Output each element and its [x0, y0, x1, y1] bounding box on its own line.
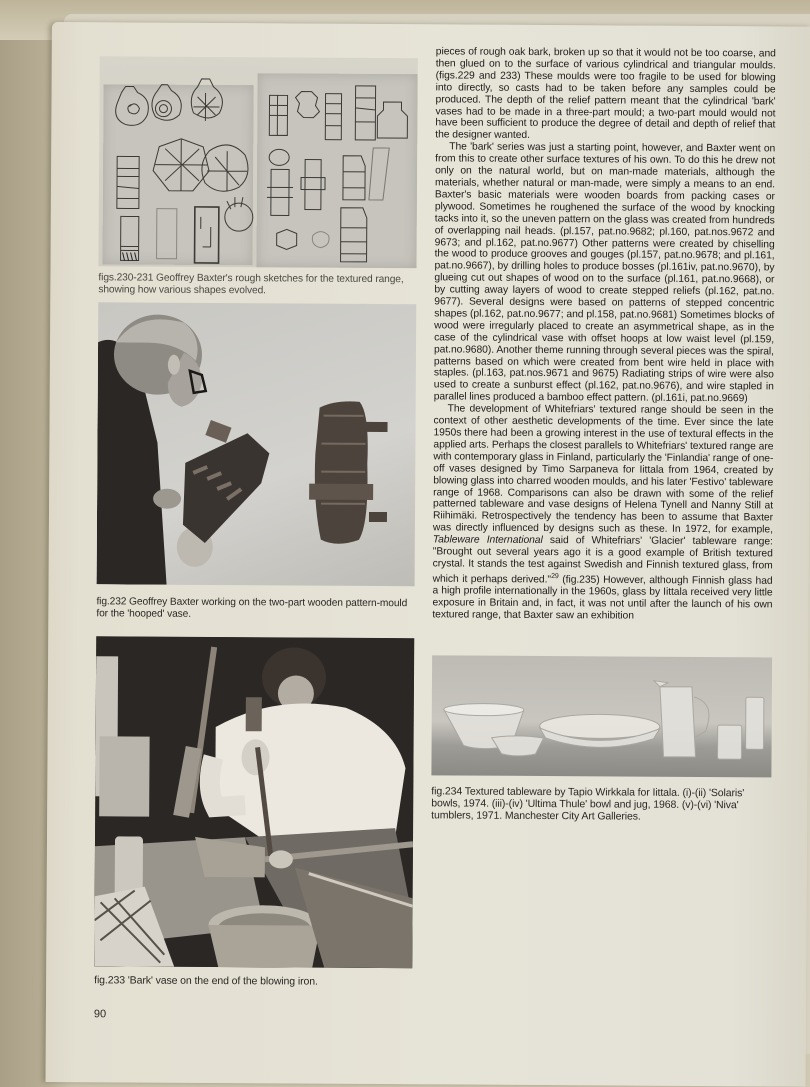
photo-baxter-with-mould	[97, 302, 417, 586]
figure-sketches	[99, 56, 418, 268]
body-text	[432, 46, 776, 623]
photo-wirkkala-tableware	[431, 655, 772, 777]
paragraph-3-text-a: The development of Whitefriars' textured range should be seen in the context of other aesthetic developments of the time. Ever since the late 1950s there had been a growing interest in the use of textural effects in the applied arts. Perhaps the closest parallels to Whitefriars' textured range are with contemporary glass in Finland, particularly the 'Finlandia' range of one-off vases designed by Timo Sarpaneva for Iittala from 1964, created by blowing glass into charred wooden moulds, and his later 'Festivo' tableware range of 1968. Comparisons can also be drawn with some of the relief patterned tableware and vase designs of Helena Tynell and Nanny Still at Riihimäki. Retrospectively the tendency has been to assume that Baxter was directly influenced by designs such as these. In 1972, for example,	[432, 403, 774, 536]
caption-fig-234: fig.234 Textured tableware by Tapio Wirkkala for Iittala. (i)-(ii) 'Solaris' bowls, 1974. (iii)-(iv) 'Ultima Thule' bowl and jug, 1968. (v)-(vi) 'Niva' tumblers, 1971. Manchester City Art Galleries.	[431, 785, 745, 823]
page-number: 90	[93, 1008, 107, 1021]
caption-fig-232: fig.232 Geoffrey Baxter working on the two-part wooden pattern-mould for the 'hooped' vase.	[96, 596, 408, 620]
paragraph-3-text-c: (fig.235) However, although Finnish glass had a high profile internationally in the 1960s, glass by Iittala received very little exposure in Britain and, in fact, it was not until after the launch of his own textured range, that Baxter saw an exhibition	[432, 574, 773, 622]
publication-title: Tableware International	[432, 534, 543, 547]
photo-glassblower	[94, 636, 414, 968]
footnote-marker: 29	[551, 572, 559, 580]
left-column	[94, 52, 418, 1022]
sketch-drawings	[99, 56, 418, 268]
figure-tableware	[431, 655, 772, 777]
caption-fig-230-231: figs.230-231 Geoffrey Baxter's rough sketches for the textured range, showing how various shapes evolved.	[98, 272, 404, 297]
paragraph-2: The 'bark' series was just a starting point, however, and Baxter went on from this to create other surface textures of his own. To do this he drew not only on the natural world, but on man-made materials, although the materials, whether natural or man-made, were simply a means to an end. Baxter's basic materials were wooden boards from packing cases or plywood. Sometimes he roughened the surface of the wood by knocking tacks into it, so the uneven pattern on the glass was created from hundreds of overlapping nail heads. (pl.157, pat.no.9682; pl.160, pat.nos.9672 and 9673; and pl.162, pat.no.9677) Other patterns were created by chiselling the wood to produce grooves and gouges (pl.157, pat.no.9678; and pl.161, pat.no.9667), by drilling holes to produce bosses (pl.161iv, pat.no.9670), by glueing cut out shapes of wood on to the surface (pl.161, pat.no.9668), or by cutting away layers of wood to create stepped reliefs (pl.162, pat.no. 9677). Several designs were based on patterns of stepped concentric shapes (pl.162, pat.no.9677; and pl.158, pat.no.9681) Sometimes blocks of wood were irregularly placed to create an asymmetrical shape, as in the case of the cylindrical vase with offset hoops at low waist level (pl.159, pat.no.9680). Another theme running through several pieces was the spiral, patterns based on which were created from bent wire held in place with staples. (pl.163, pat.nos.9671 and 9675) Radiating strips of wire were also used to create a sunburst effect (pl.162, pat.no.9676), and wire stapled in parallel lines produced a bamboo effect pattern. (pl.161i, pat.no.9669)	[433, 141, 776, 405]
paragraph-3-text-b: said of Whitefriars' 'Glacier' tableware range: "Brought out several years ago it is a good example of British textured crystal. It stands the test against Swedish and Finnish textured glass, from which it perhaps derived."	[432, 535, 773, 586]
book-page	[46, 22, 810, 1087]
figure-baxter-mould	[97, 302, 417, 586]
right-column	[431, 46, 776, 823]
paragraph-3	[432, 404, 773, 624]
paragraph-1: pieces of rough oak bark, broken up so that it would not be too coarse, and then glued on to the surface of various cylindrical and triangular moulds. (figs.229 and 233) These moulds were too fragile to be used for blowing into directly, so casts had to be taken before any samples could be produced. The depth of the relief pattern meant that the cylindrical 'bark' vases had to be made in a three-part mould; a two-part mould would not have been sufficient to produce the degree of detail and depth of relief that the designer wanted.	[435, 46, 776, 142]
caption-fig-233: fig.233 'Bark' vase on the end of the blowing iron.	[94, 974, 318, 988]
figure-bark-vase-blowing	[94, 636, 414, 968]
